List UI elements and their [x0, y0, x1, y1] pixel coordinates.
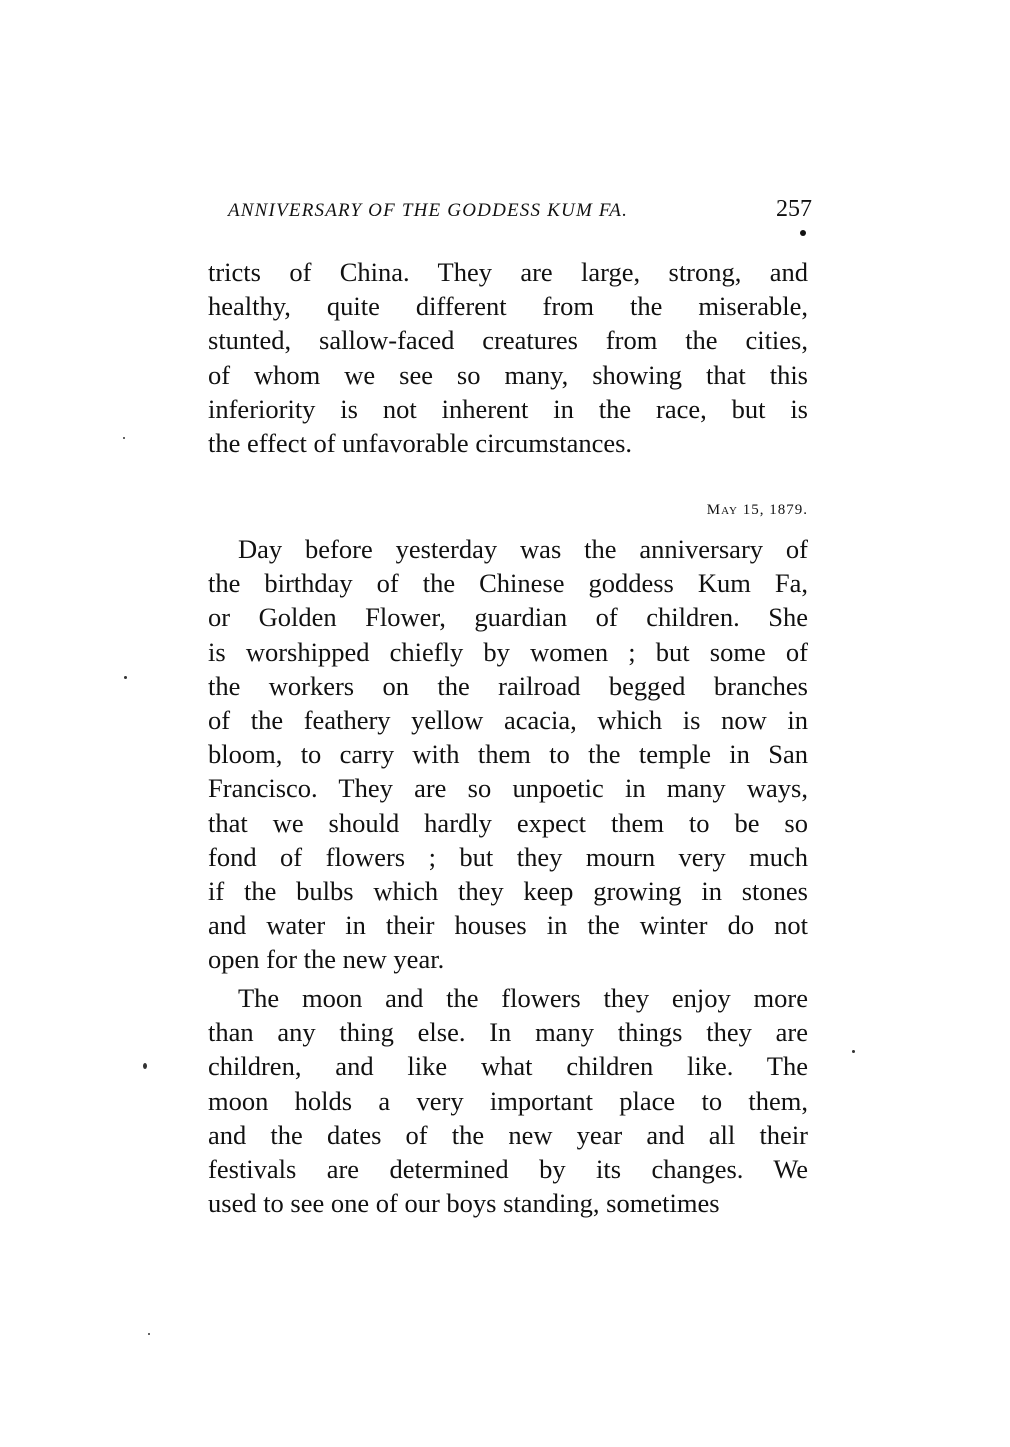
text-line: is worshipped chiefly by women ; but some of: [208, 636, 808, 667]
print-speck: [852, 1050, 855, 1053]
text-line: inferiority is not inherent in the race, but is: [208, 393, 808, 424]
text-line: The moon and the flowers they enjoy more: [238, 983, 808, 1013]
text-line: used to see one of our boys standing, sometimes: [208, 1188, 720, 1219]
text-line: open for the new year.: [208, 944, 445, 975]
text-line: bloom, to carry with them to the temple in San: [208, 739, 808, 770]
text-line: festivals are determined by its changes. We: [208, 1154, 808, 1184]
text-line: tricts of China. They are large, strong, and: [208, 257, 808, 287]
text-line: stunted, sallow-faced creatures from the cities,: [208, 325, 808, 356]
text-line: children, and like what children like. The: [208, 1051, 808, 1082]
running-title: ANNIVERSARY OF THE GODDESS KUM FA.: [228, 200, 629, 221]
text-line: that we should hardly expect them to be so: [208, 807, 808, 838]
text-line: the birthday of the Chinese goddess Kum Fa,: [208, 568, 808, 599]
text-line: if the bulbs which they keep growing in stones: [208, 876, 808, 906]
date-line: May 15, 1879.: [706, 502, 808, 518]
text-line: than any thing else. In many things they are: [208, 1017, 808, 1048]
print-speck: [123, 437, 125, 439]
text-line: moon holds a very important place to them,: [208, 1085, 808, 1116]
text-line: and water in their houses in the winter do not: [208, 910, 808, 941]
text-line: the effect of unfavorable circumstances.: [208, 428, 633, 458]
text-line: the workers on the railroad begged branches: [208, 670, 808, 701]
print-speck: [143, 1063, 147, 1069]
text-line: of whom we see so many, showing that this: [208, 359, 808, 390]
print-speck: [148, 1333, 150, 1335]
text-line: or Golden Flower, guardian of children. She: [208, 602, 808, 633]
text-line: fond of flowers ; but they mourn very much: [208, 841, 808, 872]
print-speck: [124, 676, 127, 679]
text-line: and the dates of the new year and all their: [208, 1119, 808, 1150]
print-speck: [800, 230, 806, 236]
text-line: Francisco. They are so unpoetic in many ways,: [208, 773, 808, 804]
page-number: 257: [776, 196, 812, 222]
text-line: Day before yesterday was the anniversary of: [238, 534, 808, 564]
text-line: of the feathery yellow acacia, which is now in: [208, 705, 808, 735]
text-line: healthy, quite different from the miserable,: [208, 291, 808, 322]
running-header: [208, 196, 812, 226]
